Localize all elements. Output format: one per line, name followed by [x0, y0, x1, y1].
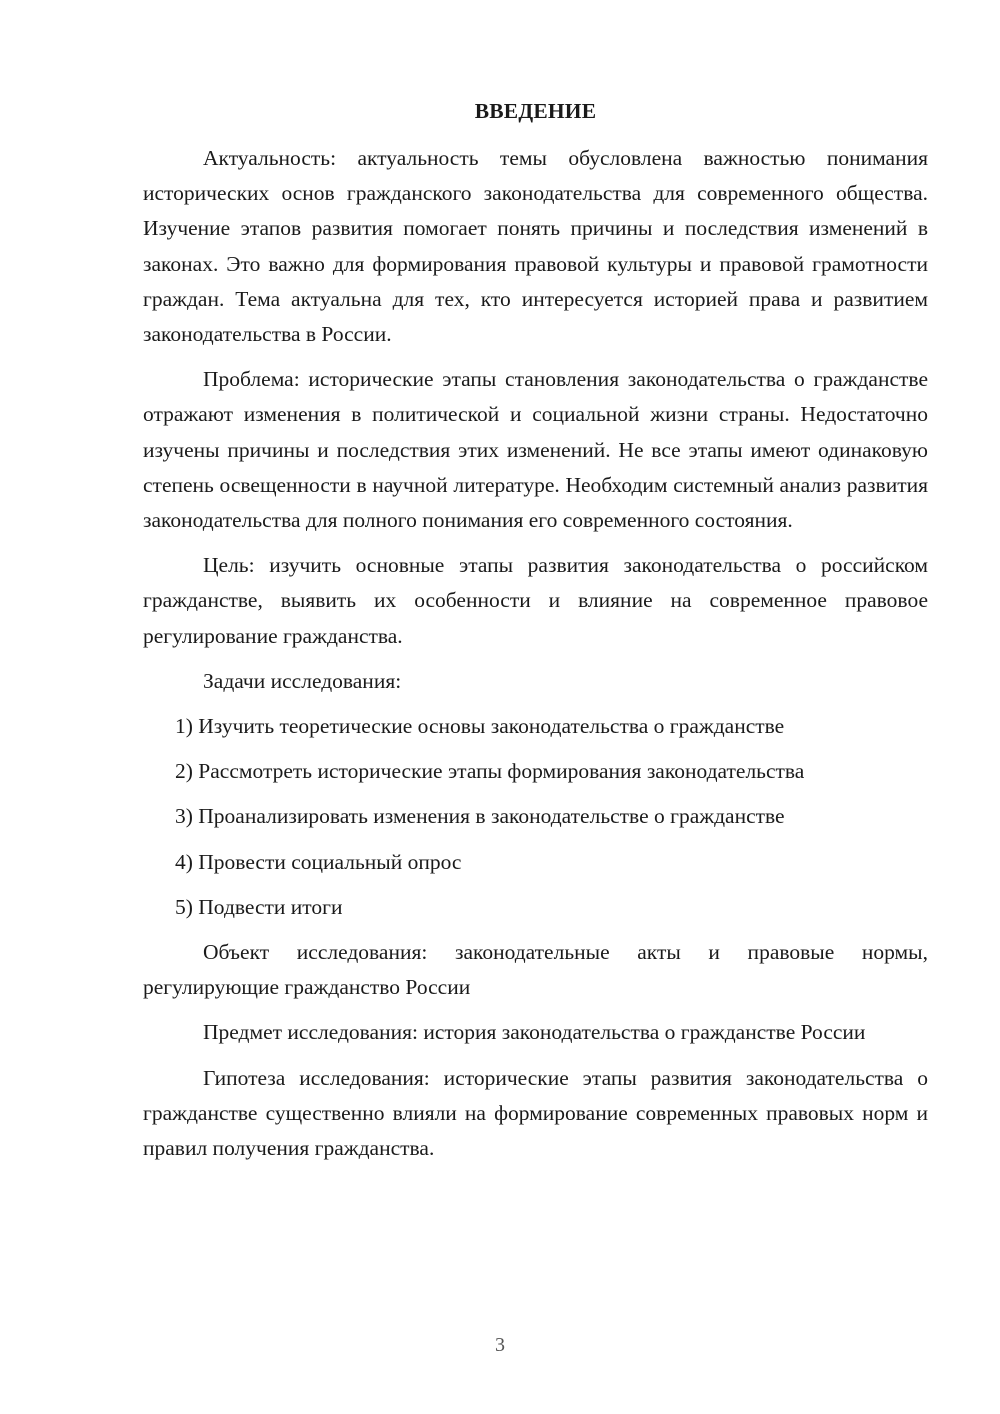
- list-item: 4) Провести социальный опрос: [175, 849, 462, 874]
- paragraph-hypothesis: Гипотеза исследования: исторические этапы развития законодательства о гражданстве существенно влияли на формирование современных правовых норм и правил получения гражданства.: [143, 1065, 928, 1161]
- paragraph-relevance: Актуальность: актуальность темы обусловлена важностью понимания исторических основ гражданского законодательства для современного общества. Изучение этапов развития помогает понять причины и последствия изменений в законах. Это важно для формирования правовой культуры и правовой грамотности граждан. Тема актуальна для тех, кто интересуется историей права и развитием законодательства в России.: [143, 146, 928, 347]
- paragraph-problem: Проблема: исторические этапы становления законодательства о гражданстве отражают изменения в политической и социальной жизни страны. Недостаточно изучены причины и последствия этих изменений. Не все этапы имеют одинаковую степень освещенности в научной литературе. Необходим системный анализ развития законодательства для полного понимания его современного состояния.: [143, 367, 928, 533]
- paragraph-goal: Цель: изучить основные этапы развития законодательства о российском гражданстве, выявить их особенности и влияние на современное правовое регулирование гражданства.: [143, 553, 928, 648]
- list-item: 3) Проанализировать изменения в законодательстве о гражданстве: [175, 804, 785, 829]
- list-item: 5) Подвести итоги: [175, 894, 343, 919]
- page-number: 3: [495, 1334, 505, 1356]
- tasks-heading: Задачи исследования:: [203, 668, 402, 693]
- section-title: ВВЕДЕНИЕ: [474, 99, 597, 123]
- list-item: 1) Изучить теоретические основы законодательства о гражданстве: [175, 714, 785, 739]
- paragraph-object: Объект исследования: законодательные акты и правовые нормы, регулирующие гражданство России: [143, 940, 928, 1000]
- list-item: 2) Рассмотреть исторические этапы формирования законодательства: [175, 759, 805, 784]
- tasks-list: [143, 709, 928, 925]
- document-page: [143, 96, 928, 1176]
- paragraph-subject: Предмет исследования: история законодательства о гражданстве России: [203, 1020, 866, 1045]
